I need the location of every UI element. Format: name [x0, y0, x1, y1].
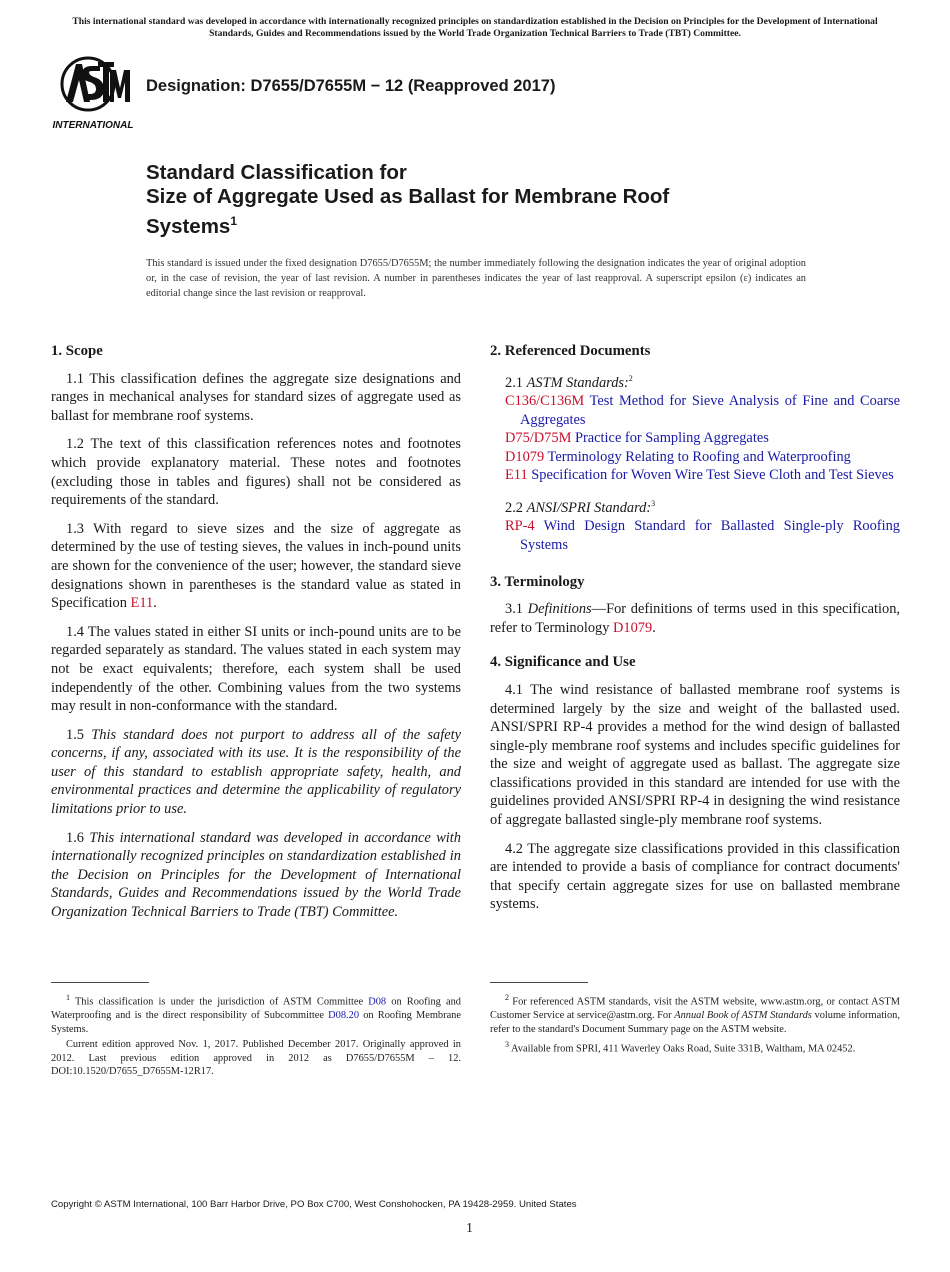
footnote-edition: Current edition approved Nov. 1, 2017. Published December 2017. Originally approved in 2012. Last previous edition approved in 2012 as D7655/D7655M – 12. DOI:10.1520/D7655_D7655M-12R17. [51, 1039, 461, 1078]
copyright: Copyright © ASTM International, 100 Barr Harbor Drive, PO Box C700, West Conshohocken, PA 19428-2959. United States [51, 1199, 577, 1210]
terminology-heading: 3. Terminology [490, 573, 585, 590]
spri-standard-label: 2.2 ANSI/SPRI Standard:$^3$ [505, 498, 656, 516]
scope-1-3: 1.3 With regard to sieve sizes and the size of aggregate as determined by the use of testing sieves, the values in inch-pound units are shown for the convenience of the user; however, the standard sieve designations shown in parentheses is the standard value as stated in Specification E11. [51, 520, 461, 612]
page-number: 1 [466, 1221, 473, 1236]
terminology-3-1: 3.1 Definitions—For definitions of terms used in this specification, refer to Terminology D1079. [490, 601, 900, 636]
title-footnote-mark: 1 [230, 214, 238, 228]
scope-1-5: 1.5 This standard does not purport to address all of the safety concerns, if any, associated with its use. It is the responsibility of the user of this standard to establish appropriate safety, health, and environmental practices and determine the applicability of regulatory limitations prior to use. [51, 726, 461, 818]
footnote-3: $^3$ Available from SPRI, 411 Waverley Oaks Road, Suite 331B, Waltham, MA 02452. [505, 1040, 856, 1055]
link-d08[interactable]: D08 [368, 996, 387, 1008]
significance-heading: 4. Significance and Use [490, 654, 636, 671]
footnotes-left [51, 991, 461, 1081]
designation: Designation: D7655/D7655M − 12 (Reapproved 2017) [146, 77, 556, 95]
astm-reference-list [490, 392, 900, 485]
left-column [51, 342, 461, 932]
title-line-2: Size of Aggregate Used as Ballast for Membrane Roof [146, 185, 670, 208]
link-d1079[interactable]: D1079 [613, 619, 653, 636]
referenced-heading: 2. Referenced Documents [490, 343, 651, 359]
reference-item[interactable]: D75/D75M Practice for Sampling Aggregates [505, 430, 769, 447]
significance-4-1: 4.1 The wind resistance of ballasted membrane roof systems is determined largely by the size and weight of the ballasted used. ANSI/SPRI RP-4 provides a method for the wind design of ballasted single-ply membrane roof systems and includes specific guidelines for the size and weight of aggregate used as ballast. The aggregate size classifications provided in this standard are intended for use with the guidelines provided ANSI/SPRI RP-4 in designing the wind resistance of aggregate ballasted single-ply membrane roof systems. [490, 681, 900, 829]
footnote-2: $^2$ For referenced ASTM standards, visit the ASTM website, www.astm.org, or contact ASTM Customer Service at service@astm.org. For Annual Book of ASTM Standards volume information, refer to the standard's Document Summary page on the ASTM website. [490, 993, 900, 1035]
footnotes-right [490, 991, 900, 1058]
reference-item[interactable]: RP-4 Wind Design Standard for Ballasted Single-ply Roofing Systems [505, 518, 900, 553]
title-line-1: Standard Classification for [146, 161, 407, 184]
astm-logo [52, 56, 134, 132]
significance-4-2: 4.2 The aggregate size classifications provided in this classification are intended to provide a basis of compliance for contract documents' that specify certain aggregate sizes for use on ballasted membrane systems. [490, 840, 900, 913]
link-d08-20[interactable]: D08.20 [328, 1010, 360, 1022]
scope-heading: 1. Scope [51, 343, 103, 359]
scope-1-2: 1.2 The text of this classification references notes and footnotes which provide explanatory material. These notes and footnotes (excluding those in tables and figures) shall not be considered as requirements of the standard. [51, 436, 461, 509]
title-line-3: Systems$^1$ [146, 214, 238, 238]
document-title [146, 161, 669, 239]
astm-standards-label: 2.1 ASTM Standards:$^2$ [505, 373, 633, 391]
scope-1-1: 1.1 This classification defines the aggregate size designations and ranges in mechanical analyses for standard sizes of aggregate used as ballast for membrane roof systems. [51, 370, 461, 424]
reference-item[interactable]: D1079 Terminology Relating to Roofing and Waterproofing [505, 448, 851, 465]
right-column [490, 342, 900, 924]
footnote-rule-right [490, 982, 588, 983]
reference-item[interactable]: C136/C136M Test Method for Sieve Analysis of Fine and Coarse Aggregates [505, 392, 901, 428]
logo-text: INTERNATIONAL [52, 120, 134, 131]
footnote-rule-left [51, 982, 149, 983]
scope-1-4: 1.4 The values stated in either SI units or inch-pound units are to be regarded separately as standard. The values stated in each system may not be exact equivalents; therefore, each system shall be used independently of the other. Combining values from the two systems may result in non-conformance with the standard. [51, 623, 461, 715]
link-e11[interactable]: E11 [130, 595, 154, 612]
scope-1-6: 1.6 This international standard was developed in accordance with internationally recognized principles on standardization established in the Decision on Principles for the Development of International Standards, Guides and Recommendations issued by the World Trade Organization Technical Barriers to Trade (TBT) Committee. [51, 829, 461, 921]
footnote-1: $^1$ This classification is under the jurisdiction of ASTM Committee D08 on Roofing and Waterproofing and is the direct responsibility of Subcommittee D08.20 on Roofing Membrane Systems. [51, 993, 461, 1035]
top-note: This international standard was developed in accordance with internationally recognized principles on standardization established in the Decision on Principles for the Development of International Standards, Guides and Recommendations issued by the World Trade Organization Technical Barriers to Trade (TBT) Committee. [72, 16, 878, 39]
reference-item[interactable]: E11 Specification for Woven Wire Test Sieve Cloth and Test Sieves [505, 467, 894, 484]
issue-note: This standard is issued under the fixed designation D7655/D7655M; the number immediately following the designation indicates the year of original adoption or, in the case of revision, the year of last revision. A number in parentheses indicates the year of last reapproval. A superscript epsilon (ε) indicates an editorial change since the last revision or reapproval. [146, 258, 806, 299]
